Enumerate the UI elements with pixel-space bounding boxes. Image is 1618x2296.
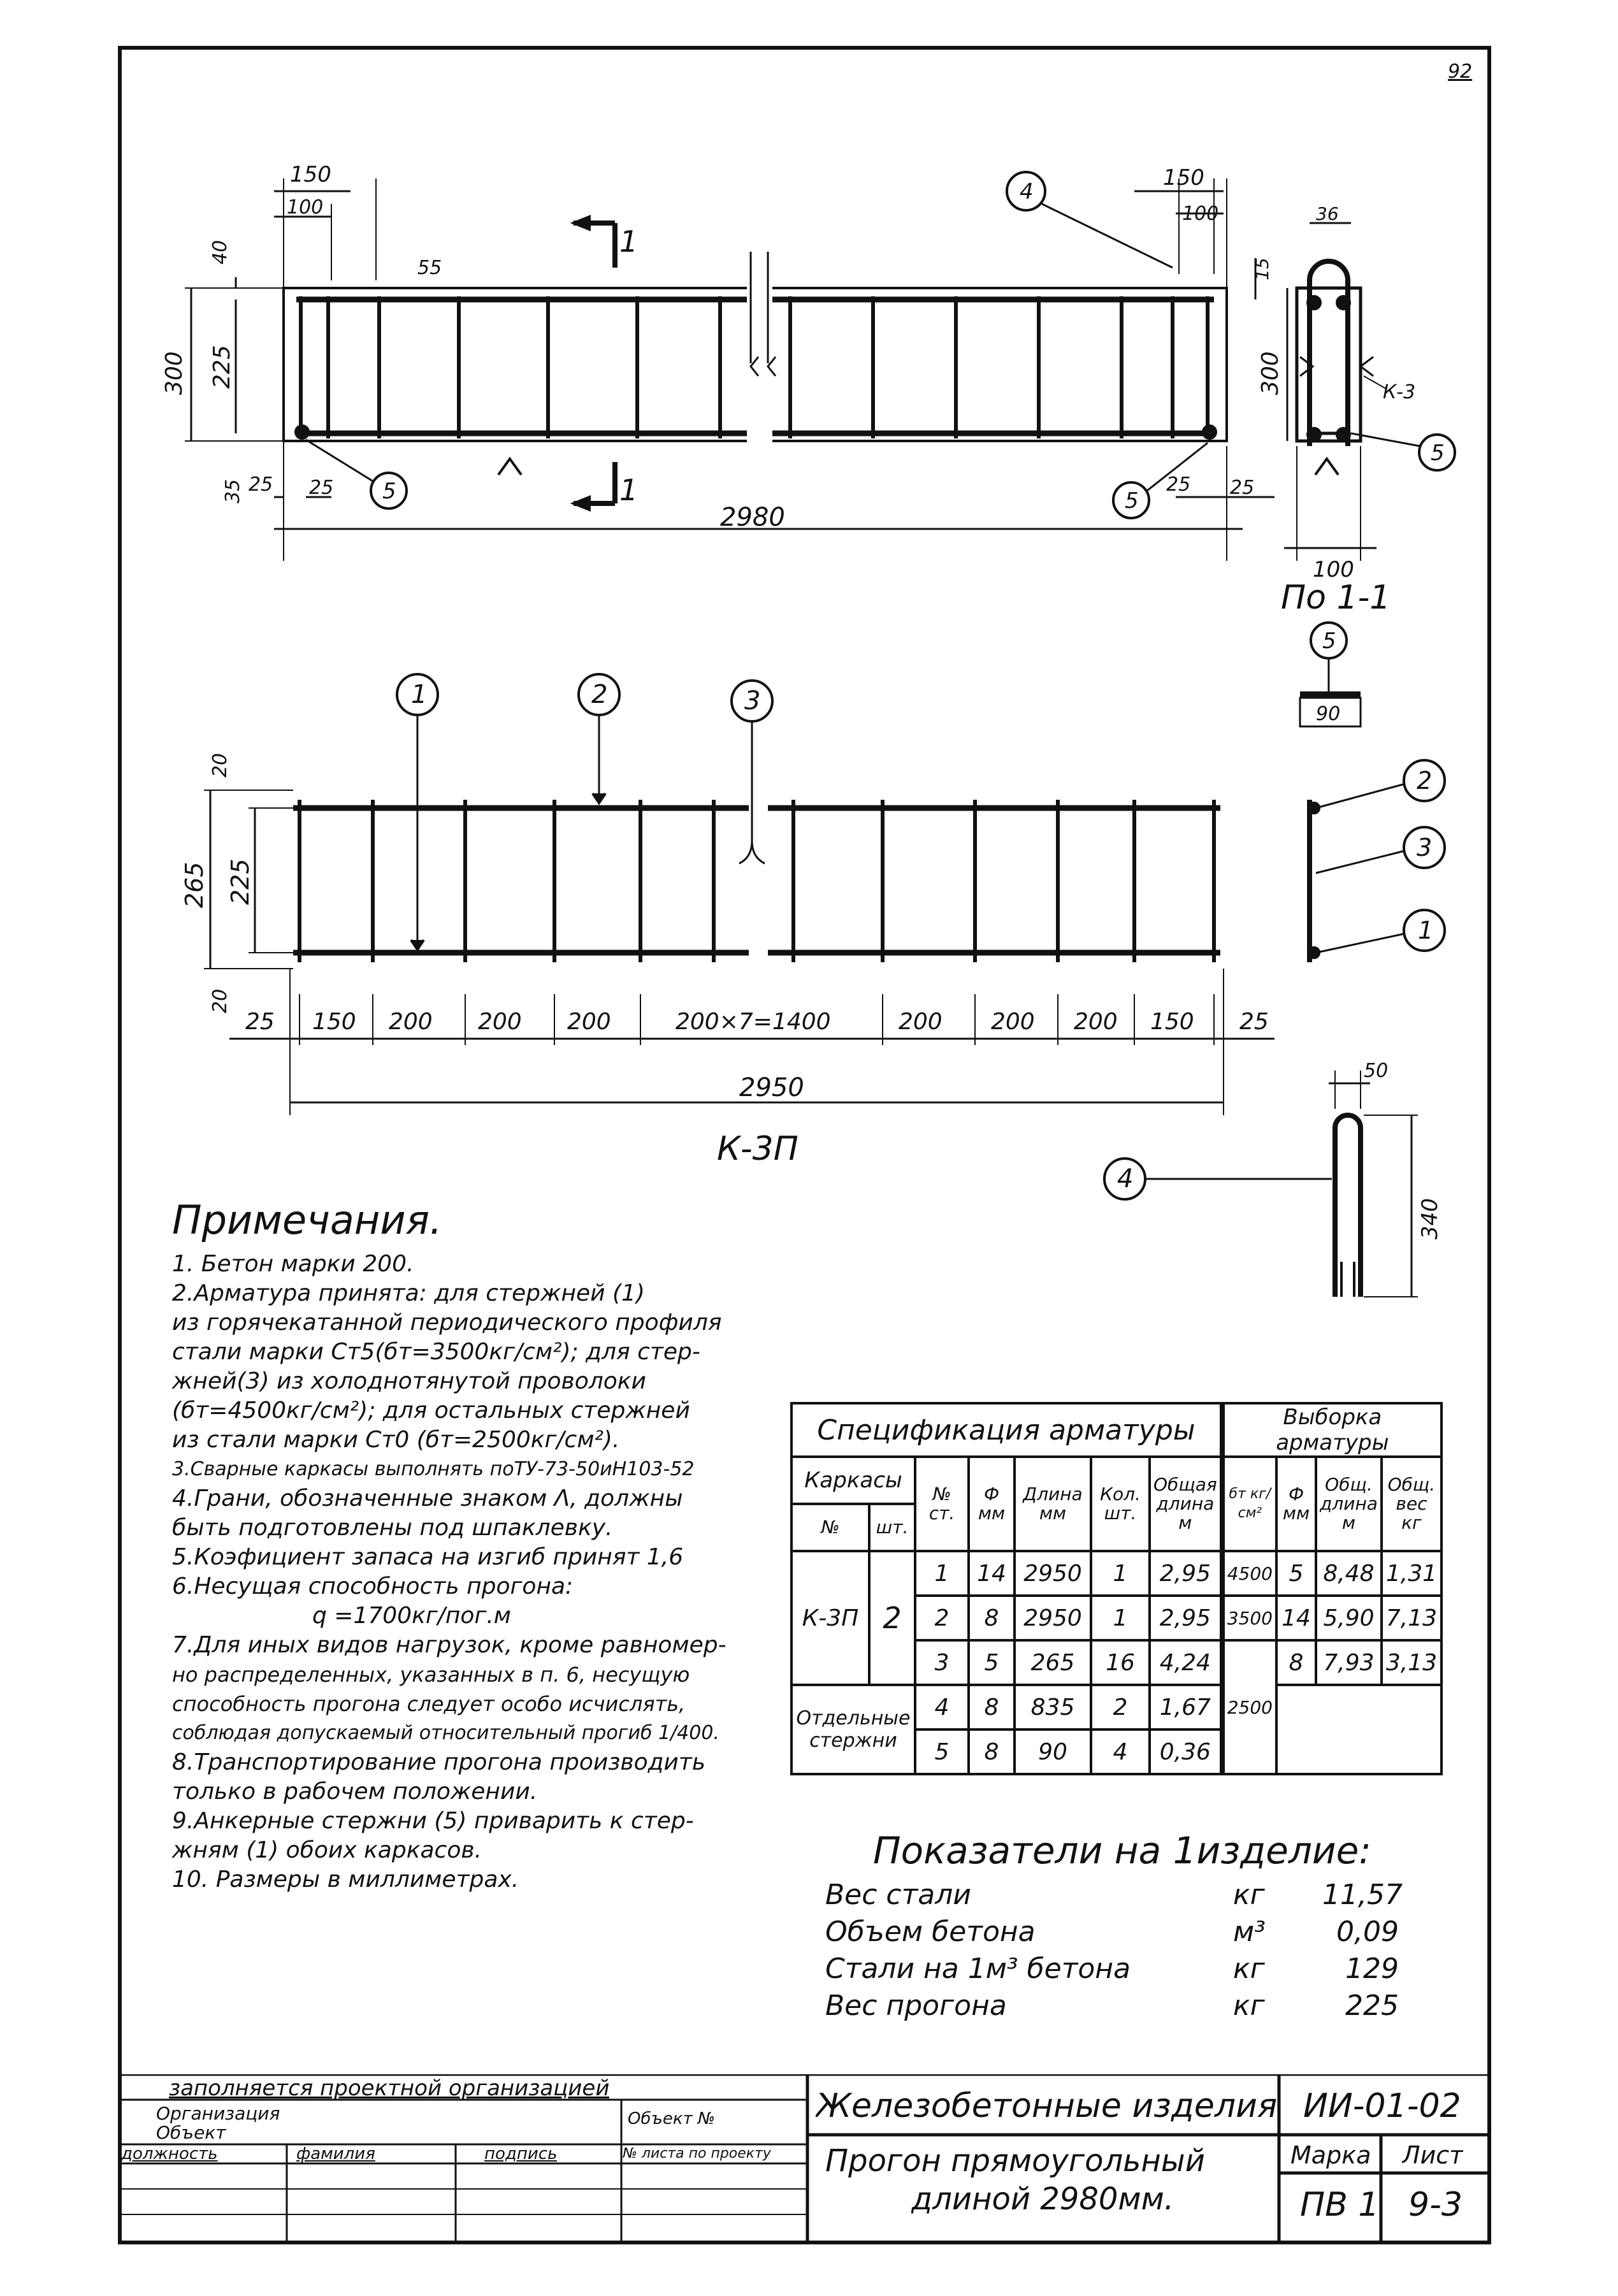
indicator-name: Стали на 1м³ бетона [825,1953,1131,1985]
cell: 5 [969,1640,1015,1685]
indicator-unit: кг [1233,1879,1265,1911]
dim-2980: 2980 [720,503,785,532]
note-line: 3.Сварные каркасы выполнять поТУ-73-50иН103-52 [172,1458,695,1480]
tb-mark: ПВ 1 [1300,2186,1380,2224]
k3p-callout-2: 2 [591,680,608,709]
note-line: 7.Для иных видов нагрузок, кроме равномер- [172,1632,726,1658]
notes-title: Примечания. [172,1197,442,1243]
cell: 2,95 [1150,1596,1222,1640]
bar5-callout: 5 [1322,628,1336,654]
tb-sign: подпись [484,2144,558,2163]
cell: 2500 [1222,1640,1276,1774]
note-line: 10. Размеры в миллиметрах. [172,1866,519,1893]
cell: 8 [1276,1640,1316,1685]
cell: 14 [969,1551,1015,1596]
sheet-number: 92 [1448,61,1473,83]
tb-mark-label: Марка [1290,2141,1371,2169]
note-line: 1. Бетон марки 200. [172,1251,414,1277]
spacing-4: 200 [567,1009,611,1035]
note-line: 8.Транспортирование прогона производить [172,1749,706,1775]
cell: 2 [915,1596,969,1640]
indicators [825,1829,1424,2026]
dim-300: 300 [161,351,187,395]
note-line: но распределенных, указанных в п. 6, несущую [172,1663,690,1687]
group-k3p: К-3П [791,1551,869,1685]
bar4-callout: 4 [1117,1164,1134,1194]
cell: 5 [1276,1551,1316,1596]
cell: 3 [915,1640,969,1685]
note-line: из горячекатанной периодического профиля [172,1310,722,1336]
tb-sheet-label: Лист [1402,2141,1464,2169]
note-line: стали марки Ст5(бт=3500кг/см²); для стер- [172,1339,700,1365]
tb-filled-by: заполняется проектной организацией [169,2076,610,2101]
indicator-name: Вес стали [825,1879,971,1911]
cell: 4 [915,1685,969,1729]
k3p-dim-20b: 20 [209,988,231,1013]
title-block [118,2074,1491,2244]
cell: 2,95 [1150,1551,1222,1596]
cell: 1,31 [1382,1551,1441,1596]
tb-org: Организация [156,2103,280,2124]
side-callout-3: 3 [1417,834,1433,862]
dim-25a: 25 [249,473,273,496]
dim-35: 35 [222,479,244,503]
cell: 0,36 [1150,1729,1222,1774]
sec-dim-100: 100 [1313,557,1354,582]
spacing-2: 200 [389,1009,433,1035]
dim-150r: 150 [1163,165,1204,191]
h-sht: шт. [869,1504,915,1551]
h-wt: Общ. вес кг [1382,1457,1441,1551]
note-line: q =1700кг/пог.м [312,1603,511,1629]
indicator-value: 225 [1345,1989,1399,2022]
callout-5a: 5 [382,479,396,504]
cell: 2950 [1015,1551,1091,1596]
cell: 14 [1276,1596,1316,1640]
spacing-6: 200 [899,1009,943,1035]
spacing-1: 150 [312,1009,356,1035]
h-nost: № ст. [915,1457,969,1551]
note-line: быть подготовлены под шпаклевку. [172,1515,613,1541]
note-line: из стали марки Ст0 (бт=2500кг/см²). [172,1427,620,1453]
cell: 90 [1015,1729,1091,1774]
spacing-3: 200 [478,1009,522,1035]
tb-surname: фамилия [296,2144,375,2163]
cell: 4 [1091,1729,1150,1774]
h-kol: Кол. шт. [1091,1457,1150,1551]
h-karkasy: Каркасы [791,1457,915,1504]
indicator-unit: кг [1233,1989,1265,2022]
dim-100r: 100 [1182,203,1219,225]
cell: 265 [1015,1640,1091,1685]
note-line: (бт=4500кг/см²); для остальных стержней [172,1397,690,1424]
bar5-dim: 90 [1316,703,1341,725]
callout-5b: 5 [1125,488,1139,514]
k3p-dim-225: 225 [226,858,254,905]
indicator-row [825,1879,1424,1916]
note-line: жней(3) из холоднотянутой проволоки [172,1368,646,1394]
tb-series-title: Железобетонные изделия [816,2087,1278,2125]
indicator-unit: м³ [1233,1916,1266,1948]
note-line: только в рабочем положении. [172,1779,538,1805]
note-line: соблюдая допускаемый относительный прогиб 1/400. [172,1722,719,1744]
dim-40: 40 [209,240,231,264]
spacing-8: 200 [1074,1009,1118,1035]
cell: 5 [915,1729,969,1774]
h-no: № [791,1504,869,1551]
k3p-overall: 2950 [739,1073,804,1102]
tb-pos: должность [121,2144,218,2163]
bar4-dim-340: 340 [1417,1198,1443,1239]
section-mark-top: 1 [619,224,639,259]
dim-225: 225 [209,345,235,389]
indicator-row [825,1916,1424,1953]
group-separate: Отдельные стержни [791,1685,915,1774]
dim-25d: 25 [1230,477,1255,499]
indicator-value: 0,09 [1336,1916,1399,1948]
callout-4: 4 [1020,179,1034,205]
sec-dim-300: 300 [1257,351,1283,395]
spacing-0: 25 [245,1009,275,1035]
indicators-title: Показатели на 1изделие: [873,1829,1371,1872]
k3p-title: К-3П [717,1130,798,1168]
dim-25b: 25 [309,477,334,499]
h-len: Длина мм [1015,1457,1091,1551]
cell: 7,93 [1316,1640,1382,1685]
note-line: жням (1) обоих каркасов. [172,1837,482,1863]
k3p-dim-265: 265 [180,862,208,908]
tb-sheet: 9-3 [1408,2186,1463,2224]
tb-item-title2: длиной 2980мм. [911,2181,1174,2217]
cell: 4,24 [1150,1640,1222,1685]
indicator-unit: кг [1233,1953,1265,1985]
sel-title: Выборка арматуры [1222,1403,1441,1457]
spacing-5: 200×7=1400 [675,1009,831,1035]
indicator-row [825,1953,1424,1989]
sec-callout-5: 5 [1431,440,1445,466]
h-sig: бт кг/см² [1222,1457,1276,1551]
note-line: способность прогона следует особо исчислять, [172,1692,686,1716]
h-total: Общая длина м [1150,1457,1222,1551]
k3p-callout-1: 1 [411,680,428,709]
cell: 1 [1091,1596,1150,1640]
cell: 835 [1015,1685,1091,1729]
indicator-value: 11,57 [1322,1879,1403,1911]
sec-frame-label: К-3 [1383,381,1416,403]
dim-150: 150 [290,162,331,187]
note-line: 4.Грани, обозначенные знаком Λ, должны [172,1485,683,1512]
cell: 8 [969,1685,1015,1729]
spacing-9: 150 [1150,1009,1194,1035]
tb-series-code: ИИ-01-02 [1303,2087,1461,2125]
cell: 5,90 [1316,1596,1382,1640]
section-title: По 1-1 [1281,579,1391,617]
cell: 2 [1091,1685,1150,1729]
cell: 3500 [1222,1596,1276,1640]
h-phi2: Ф мм [1276,1457,1316,1551]
tb-sheet-proj: № листа по проекту [623,2146,771,2162]
group-k3p-qty: 2 [869,1551,915,1685]
cell: 8 [969,1729,1015,1774]
side-callout-1: 1 [1418,916,1434,944]
cell: 2950 [1015,1596,1091,1640]
tb-obj: Объект [156,2122,226,2143]
dim-15: 15 [1252,257,1273,280]
indicator-value: 129 [1345,1953,1399,1985]
spec-table [790,1402,1443,1775]
cell-empty [1276,1685,1441,1774]
h-len2: Общ. длина м [1316,1457,1382,1551]
note-line: 6.Несущая способность прогона: [172,1573,574,1599]
cell: 8 [969,1596,1015,1640]
indicator-row [825,1989,1424,2026]
spacing-7: 200 [991,1009,1035,1035]
tb-item-title1: Прогон прямоугольный [825,2143,1205,2179]
note-line: 2.Арматура принята: для стержней (1) [172,1280,645,1306]
notes [172,1195,784,1895]
cell: 7,13 [1382,1596,1441,1640]
note-line: 5.Коэфициент запаса на изгиб принят 1,6 [172,1544,684,1570]
spec-title: Спецификация арматуры [791,1403,1222,1457]
cell: 3,13 [1382,1640,1441,1685]
dim-100: 100 [287,196,324,219]
cell: 1 [1091,1551,1150,1596]
k3p-dim-20a: 20 [209,753,231,777]
bar4-dim-50: 50 [1364,1060,1389,1082]
dim-55: 55 [417,257,442,279]
side-callout-2: 2 [1417,767,1433,795]
cell: 1,67 [1150,1685,1222,1729]
cell: 4500 [1222,1551,1276,1596]
cell: 1 [915,1551,969,1596]
cell: 8,48 [1316,1551,1382,1596]
note-line: 9.Анкерные стержни (5) приварить к стер- [172,1808,694,1834]
k3p-callout-3: 3 [744,686,761,716]
sec-dim-36: 36 [1316,203,1339,224]
indicator-name: Объем бетона [825,1916,1036,1948]
tb-obj-no: Объект № [628,2109,716,2128]
indicator-name: Вес прогона [825,1989,1007,2022]
spacing-10: 25 [1239,1009,1269,1035]
dim-25c: 25 [1166,473,1191,496]
section-mark-bottom: 1 [619,473,639,507]
h-phi: Ф мм [969,1457,1015,1551]
cell: 16 [1091,1640,1150,1685]
